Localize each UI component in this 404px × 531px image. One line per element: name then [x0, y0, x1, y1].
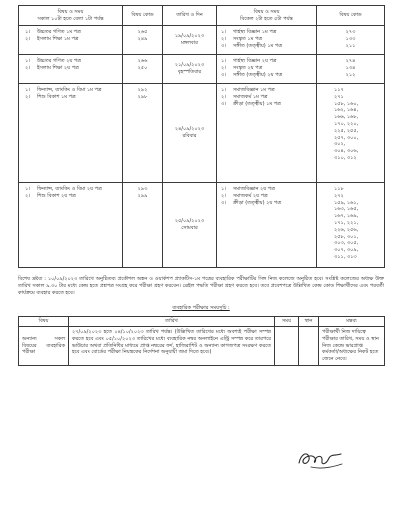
- subject-code-line: ১৭০, ২২০,: [334, 120, 359, 127]
- subject-name: ইসলাম শিক্ষা ১ম পত্র: [37, 35, 79, 42]
- subject-name: শিশু বিকাশ ২য় পত্র: [37, 192, 76, 199]
- subject-code-line: ১৬২, ১৬৪,: [334, 107, 359, 114]
- subject-code-line: ১১৭: [334, 87, 344, 93]
- subject-name: সমাজকর্ম ২য় পত্র: [233, 192, 268, 199]
- special-note: [18, 276, 384, 296]
- practical-schedule-title: ব্যবহারিক পরীক্ষার সময়সূচি :: [172, 305, 230, 312]
- subject-code: ২১২: [345, 71, 356, 78]
- subject-name: সমাজবিজ্ঞান ২য় পত্র: [233, 186, 275, 192]
- schedule-row: [19, 183, 385, 268]
- subject-item: [25, 94, 120, 101]
- subject-item: [221, 87, 314, 94]
- morning-subjects-cell: [19, 183, 123, 268]
- subject-code-line: ১৭১, ২২১,: [334, 219, 359, 226]
- subject-code-line: ৩১০, ৩১২: [334, 154, 357, 161]
- subject-code-line: ১৬৩, ১৬৫,: [334, 206, 359, 213]
- subject-item: [221, 65, 314, 72]
- subject-item: [221, 193, 314, 200]
- subject-code-line: ১৬৭, ১৬৯,: [334, 213, 359, 220]
- exam-date: ২৪/০৯/২০২৩: [174, 126, 205, 133]
- practical-time-header: সময়: [275, 317, 299, 327]
- practical-place-cell: [299, 326, 319, 365]
- subject-code: ২৬৬: [137, 58, 148, 64]
- subject-number: ১।: [25, 58, 31, 64]
- afternoon-time-range: বিকেল ২টা হতে ৫টা পর্যন্ত: [240, 15, 293, 22]
- morning-subjects-cell: [19, 84, 123, 183]
- subject-name: ক্রীড়া (তত্ত্বীয়) ২য় পত্র: [233, 199, 281, 206]
- subject-code: ২৯৯: [137, 192, 148, 199]
- subject-number: ৩।: [221, 71, 227, 78]
- subject-code-line: ২২৬, ২৫৬,: [334, 226, 359, 233]
- afternoon-codes-cell: [317, 84, 385, 183]
- afternoon-subject-header: [217, 6, 317, 26]
- morning-codes-cell: [123, 84, 163, 183]
- subject-code: ২৯২: [137, 87, 148, 93]
- subject-name: ক্রীড়া (তত্ত্বীয়) ১ম পত্র: [233, 100, 281, 107]
- morning-subjects-cell: [19, 55, 123, 84]
- exam-day: মঙ্গলবার: [181, 40, 198, 46]
- subject-name: সঙ্গীত (তত্ত্বীয়) ২য় পত্র: [233, 71, 283, 78]
- subject-item: [221, 36, 314, 43]
- subject-code-line: ১৬৬, ১৬৮,: [334, 114, 359, 121]
- subject-code-line: ৩০৪, ৩০৬,: [334, 148, 359, 155]
- subject-code: ১৩৩: [345, 35, 356, 42]
- subject-name: ইসলাম শিক্ষা ২য় পত্র: [37, 64, 79, 71]
- subject-name: গার্হস্থ্য বিজ্ঞান ২য় পত্র: [233, 58, 277, 64]
- exam-day: সোমবার: [181, 225, 198, 231]
- practical-header-row: [19, 317, 385, 327]
- subject-number: ৩।: [221, 42, 227, 49]
- subject-code-line: ২৫৭, ৩০০,: [334, 134, 359, 141]
- morning-time-range: সকাল ১০টা হতে বেলা ১টা পর্যন্ত: [37, 15, 104, 22]
- morning-subjects-cell: [19, 26, 123, 55]
- subject-item: [221, 101, 314, 108]
- subject-item: [221, 58, 314, 65]
- afternoon-codes-cell: [317, 26, 385, 55]
- subject-name: সংস্কৃত ১ম পত্র: [233, 35, 263, 42]
- morning-code-header: বিষয় কোড: [123, 6, 163, 26]
- schedule-row: [19, 26, 385, 55]
- date-day-cell: [163, 183, 217, 268]
- afternoon-codes-cell: [317, 183, 385, 268]
- subject-number: ৩।: [221, 199, 227, 206]
- subject-number: ১।: [25, 87, 31, 93]
- subject-code-line: ৩০৭, ৩০৯,: [334, 247, 359, 254]
- afternoon-subjects-cell: [217, 55, 317, 84]
- subject-number: ২।: [221, 93, 227, 100]
- schedule-header-row: [19, 6, 385, 26]
- subject-code: ২৭৪: [345, 58, 356, 64]
- morning-subject-title: বিষয় ও সময়: [57, 8, 84, 15]
- subject-item: [25, 58, 120, 65]
- subject-item: [221, 72, 314, 79]
- subject-code-line: ১৫৮, ১৬০,: [334, 100, 359, 107]
- special-note-label: বিশেষ দ্রষ্টব্য :: [18, 276, 46, 282]
- subject-number: ১।: [221, 186, 227, 192]
- subject-number: ১।: [25, 29, 31, 35]
- exam-date: ২১/০৯/২০২৩: [174, 62, 205, 69]
- practical-date-cell: ২৭/০৯/২০২৩ হতে ০৪/১০/২০২৩ তারিখ পর্যন্ত। (উল্লিখিত তারিখের মধ্যে অবশ্যই পরীক্ষা সম্পন্ন করতে হবে এবং ০৫/১০/২০২৩ তারিখের মধ্যে ব্যবহারিক নম্বর অনলাইনে এন্ট্রি সম্পন্ন করে তারপরে ভাউচার অথবা প্রতিনিধির মাধ্যমে প্রাপ্ত নম্বরের ফর্দ, হাজিরাশিট ও অন্যান্য কাগজপত্র সংরক্ষণ করতে হবে এবং বোর্ডের পরীক্ষা নিয়ন্ত্রকের নির্দেশনা অনুযায়ী জমা দিতে হবে।): [69, 326, 275, 365]
- subject-number: ২।: [221, 35, 227, 42]
- practical-remarks-cell: পরীক্ষার্থী নিজ দায়িত্বে পরীক্ষার তারিখ, সময় ও স্থান নিজ কেন্দ্রে ভারপ্রাপ্ত কর্মকর্তা/অধ্যক্ষের নিকট হতে জেনে নেবে।: [319, 326, 385, 365]
- subject-number: ২।: [221, 64, 227, 71]
- subject-number: ২।: [221, 192, 227, 199]
- exam-day: বৃহস্পতিবার: [177, 69, 202, 75]
- exam-day: রবিবার: [182, 133, 197, 139]
- subject-number: ১।: [221, 58, 227, 64]
- date-day-header: তারিখ ও দিন: [163, 6, 217, 26]
- special-note-text: ১০/০৯/২০২৩ তারিখে অনুষ্ঠিতব্য প্রকৌশল অঙ্কন ও ওয়ার্কশপ প্র্যাকটিস-১ম পত্রের ব্যবহারিক পরীক্ষাটির সিঙ্গ নিজ কলেজে অনুষ্ঠিত হবে। সংশ্লিষ্ট কলেজের অধ্যক্ষ উক্ত তারিখ সকাল ৯.৩০ টার মধ্যে কেন্দ্র হতে প্রশ্নপত্র সংগ্রহ করে পরীক্ষা গ্রহণ করবেন। ব্রেইল পদ্ধতি পরীক্ষা গ্রহণ করতে হবে। তবে প্রবেশপত্রে উল্লিখিত কেন্দ্র কোড শিক্ষার্থীদের এবং পরবর্তী কার্যক্রমে ব্যবহার করতে হবে।: [18, 276, 385, 296]
- practical-time-cell: [275, 326, 299, 365]
- afternoon-subjects-cell: [217, 183, 317, 268]
- exam-schedule-table: [18, 5, 385, 268]
- subject-item: [25, 36, 120, 43]
- practical-schedule-heading: [18, 305, 384, 312]
- exam-date: ২৫/০৯/২০২৩: [174, 218, 205, 225]
- subject-name: সমাজবিজ্ঞান ১ম পত্র: [233, 87, 275, 93]
- afternoon-codes-cell: [317, 55, 385, 84]
- date-day-cell: [163, 55, 217, 84]
- subject-item: [221, 200, 314, 207]
- afternoon-subjects-cell: [217, 84, 317, 183]
- subject-name: শিশু বিকাশ ১ম পত্র: [37, 93, 76, 100]
- subject-code-line: ৩০২,: [334, 141, 346, 148]
- practical-subject-header: বিষয়: [19, 317, 69, 327]
- afternoon-subjects-cell: [217, 26, 317, 55]
- schedule-row: [19, 84, 385, 183]
- morning-codes-cell: [123, 55, 163, 84]
- subject-name: উচ্চতর গণিত ২য় পত্র: [37, 58, 81, 64]
- subject-code-line: ৩১১, ৩১৩: [334, 253, 357, 260]
- subject-code-line: ২২৫, ২৫৫,: [334, 127, 359, 134]
- practical-exam-table: [18, 316, 385, 366]
- subject-number: ১।: [25, 186, 31, 192]
- schedule-row: [19, 55, 385, 84]
- subject-name: ফিন্যান্স, ব্যাংকিং ও বিমা ২য় পত্র: [37, 186, 102, 192]
- subject-code: ২৬৫: [137, 29, 148, 35]
- subject-code-line: ৩০৩, ৩০৫,: [334, 240, 359, 247]
- subject-number: ১।: [221, 87, 227, 93]
- subject-code-line: ২৫৮, ৩০১,: [334, 233, 359, 240]
- subject-item: [221, 186, 314, 193]
- subject-code: ২১১: [345, 42, 356, 49]
- subject-name: সঙ্গীত (তত্ত্বীয়) ১ম পত্র: [233, 42, 282, 49]
- subject-code: ২৪৯: [137, 35, 148, 42]
- morning-codes-cell: [123, 183, 163, 268]
- document-content: [18, 5, 384, 474]
- subject-item: [25, 186, 120, 193]
- subject-item: [221, 43, 314, 50]
- date-day-cell: [163, 26, 217, 55]
- practical-date-header: তারিখ: [69, 317, 275, 327]
- afternoon-code-header: বিষয় কোড: [317, 6, 385, 26]
- practical-remarks-header: মন্তব্য: [319, 317, 385, 327]
- subject-number: ২।: [25, 64, 31, 71]
- practical-place-header: স্থান: [299, 317, 319, 327]
- practical-row: [19, 326, 385, 365]
- subject-item: [221, 29, 314, 36]
- subject-code: ২৯৩: [137, 186, 148, 192]
- morning-subject-header: [19, 6, 123, 26]
- subject-name: সংস্কৃত ২য় পত্র: [233, 64, 263, 71]
- subject-item: [25, 87, 120, 94]
- subject-code: ১৩৪: [345, 64, 356, 71]
- subject-item: [25, 193, 120, 200]
- subject-code: ২৯৮: [137, 93, 148, 100]
- subject-number: ২।: [25, 192, 31, 199]
- signature: [296, 446, 346, 474]
- practical-subject-cell: অন্যান্য সকল বিষয়ের ব্যবহারিক পরীক্ষা: [19, 326, 69, 365]
- subject-number: ৩।: [221, 100, 227, 107]
- subject-item: [25, 29, 120, 36]
- subject-item: [25, 65, 120, 72]
- subject-name: সমাজকর্ম ১ম পত্র: [233, 93, 268, 100]
- subject-name: ফিন্যান্স, ব্যাংকিং ও বিমা ১ম পত্র: [37, 87, 102, 93]
- subject-code-line: ১১৮: [334, 186, 344, 192]
- date-day-cell: [163, 84, 217, 183]
- afternoon-subject-title: বিষয় ও সময়: [253, 8, 280, 15]
- subject-number: ২।: [25, 35, 31, 42]
- subject-item: [221, 94, 314, 101]
- subject-code-line: ১৫৯, ১৬১,: [334, 199, 359, 206]
- exam-date: ১৯/০৯/২০২৩: [174, 33, 205, 40]
- subject-code: ২৭৩: [345, 29, 356, 35]
- subject-code: ২৫০: [137, 64, 148, 71]
- subject-number: ২।: [25, 93, 31, 100]
- subject-code-line: ২৭২: [334, 192, 344, 199]
- subject-name: উচ্চতর গণিত ১ম পত্র: [37, 29, 81, 35]
- morning-codes-cell: [123, 26, 163, 55]
- subject-code-line: ২৭১: [334, 93, 344, 100]
- subject-number: ১।: [221, 29, 227, 35]
- subject-name: গার্হস্থ্য বিজ্ঞান ১ম পত্র: [233, 29, 277, 35]
